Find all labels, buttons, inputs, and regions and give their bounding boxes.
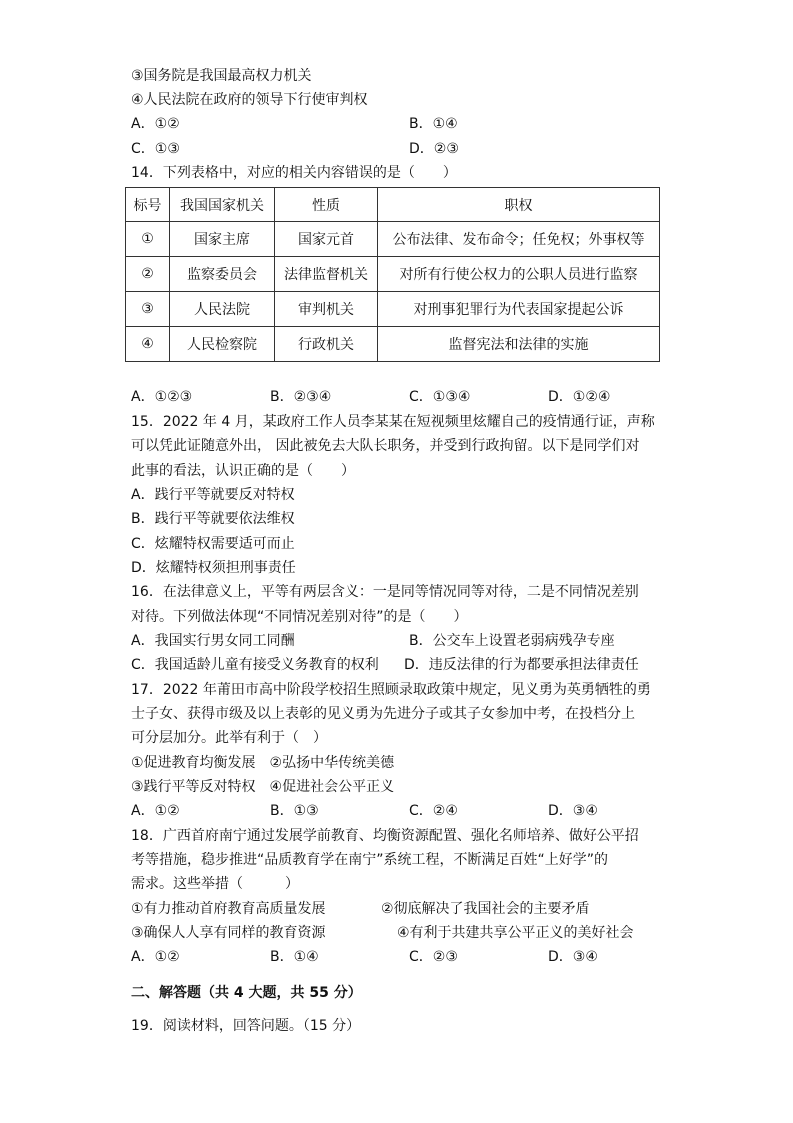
table-row: [126, 292, 660, 327]
q14-table: [125, 187, 660, 362]
q15-line-3: 此事的看法，认识正确的是（ ）: [131, 463, 355, 479]
table-cell: 人民检察院: [170, 327, 275, 362]
table-cell: ①: [126, 222, 170, 257]
q17-line-1: 17．2022 年莆田市高中阶段学校招生照顾录取政策中规定，见义勇为英勇牺牲的勇: [131, 682, 651, 698]
q18-line-3: 需求。这些举措（ ）: [131, 876, 299, 892]
q13-option-c: C．①③: [131, 141, 180, 157]
q17-line-3: 可分层加分。此举有利于（ ）: [131, 730, 327, 746]
q17-line-2: 士子女、获得市级及以上表彰的见义勇为先进分子或其子女参加中考，在投档分上: [131, 706, 635, 722]
q17-option-c: C．②④: [409, 803, 458, 819]
q13-statement-4: ④人民法院在政府的领导下行使审判权: [131, 92, 368, 108]
q13-statement-3: ③国务院是我国最高权力机关: [131, 68, 312, 84]
table-cell: 国家主席: [170, 222, 275, 257]
section-2-title: 二、解答题（共 4 大题，共 55 分）: [131, 985, 362, 1001]
table-cell: ③: [126, 292, 170, 327]
q13-option-d: D．②③: [409, 141, 459, 157]
table-header-cell: 职权: [378, 188, 660, 222]
q13-option-a: A．①②: [131, 116, 180, 132]
table-cell: 人民法院: [170, 292, 275, 327]
q18-option-c: C．②③: [409, 949, 458, 965]
q16-line-1: 16．在法律意义上，平等有两层含义：一是同等情况同等对待，二是不同情况差别: [131, 584, 639, 600]
q17-statements-1: ①促进教育均衡发展 ②弘扬中华传统美德: [131, 755, 395, 771]
q18-line-2: 考等措施，稳步推进“品质教育学在南宁”系统工程，不断满足百姓“上好学”的: [131, 852, 609, 868]
q14-stem: 14．下列表格中，对应的相关内容错误的是（ ）: [131, 165, 457, 181]
q14-option-c: C．①③④: [409, 389, 471, 405]
table-cell: 行政机关: [275, 327, 378, 362]
table-header-cell: 性质: [275, 188, 378, 222]
table-cell: ④: [126, 327, 170, 362]
q18-statement-1: ①有力推动首府教育高质量发展: [131, 901, 326, 917]
q15-option-b: B．践行平等就要依法维权: [131, 511, 295, 527]
table-cell: 监察委员会: [170, 257, 275, 292]
table-cell: 公布法律、发布命令；任免权；外事权等: [378, 222, 660, 257]
q13-option-b: B．①④: [409, 116, 458, 132]
table-cell: ②: [126, 257, 170, 292]
q15-option-d: D．炫耀特权须担刑事责任: [131, 560, 296, 576]
q14-option-a: A．①②③: [131, 389, 193, 405]
q16-option-b: B．公交车上设置老弱病残孕专座: [409, 633, 615, 649]
q19-stem: 19．阅读材料，回答问题。（15 分）: [131, 1018, 361, 1034]
q15-option-a: A．践行平等就要反对特权: [131, 487, 295, 503]
table-row: [126, 327, 660, 362]
q18-statement-2: ②彻底解决了我国社会的主要矛盾: [381, 901, 590, 917]
table-row: [126, 257, 660, 292]
q15-line-1: 15．2022 年 4 月，某政府工作人员李某某在短视频里炫耀自己的疫情通行证，声称: [131, 414, 655, 430]
table-cell: 法律监督机关: [275, 257, 378, 292]
q14-option-b: B．②③④: [270, 389, 332, 405]
q18-option-b: B．①④: [270, 949, 319, 965]
q17-option-d: D．③④: [548, 803, 598, 819]
q17-option-a: A．①②: [131, 803, 180, 819]
table-cell: 审判机关: [275, 292, 378, 327]
table-cell: 国家元首: [275, 222, 378, 257]
q18-statement-3: ③确保人人享有同样的教育资源: [131, 925, 326, 941]
q18-option-a: A．①②: [131, 949, 180, 965]
table-cell: 对刑事犯罪行为代表国家提起公诉: [378, 292, 660, 327]
q18-statement-4: ④有利于共建共享公平正义的美好社会: [397, 925, 634, 941]
table-header-cell: 标号: [126, 188, 170, 222]
table-row: [126, 222, 660, 257]
q14-option-d: D．①②④: [548, 389, 611, 405]
table-header-row: [126, 188, 660, 222]
q18-line-1: 18．广西首府南宁通过发展学前教育、均衡资源配置、强化名师培养、做好公平招: [131, 828, 639, 844]
q16-option-a: A．我国实行男女同工同酬: [131, 633, 295, 649]
q15-line-2: 可以凭此证随意外出， 因此被免去大队长职务，并受到行政拘留。以下是同学们对: [131, 438, 640, 454]
q17-option-b: B．①③: [270, 803, 319, 819]
q17-statements-2: ③践行平等反对特权 ④促进社会公平正义: [131, 779, 395, 795]
q16-option-d: D．违反法律的行为都要承担法律责任: [404, 657, 639, 673]
q15-option-c: C．炫耀特权需要适可而止: [131, 536, 295, 552]
q18-option-d: D．③④: [548, 949, 598, 965]
q16-line-2: 对待。下列做法体现“不同情况差别对待”的是（ ）: [131, 609, 468, 625]
table-cell: 对所有行使公权力的公职人员进行监察: [378, 257, 660, 292]
table-header-cell: 我国国家机关: [170, 188, 275, 222]
table-cell: 监督宪法和法律的实施: [378, 327, 660, 362]
q16-option-c: C．我国适龄儿童有接受义务教育的权利: [131, 657, 379, 673]
